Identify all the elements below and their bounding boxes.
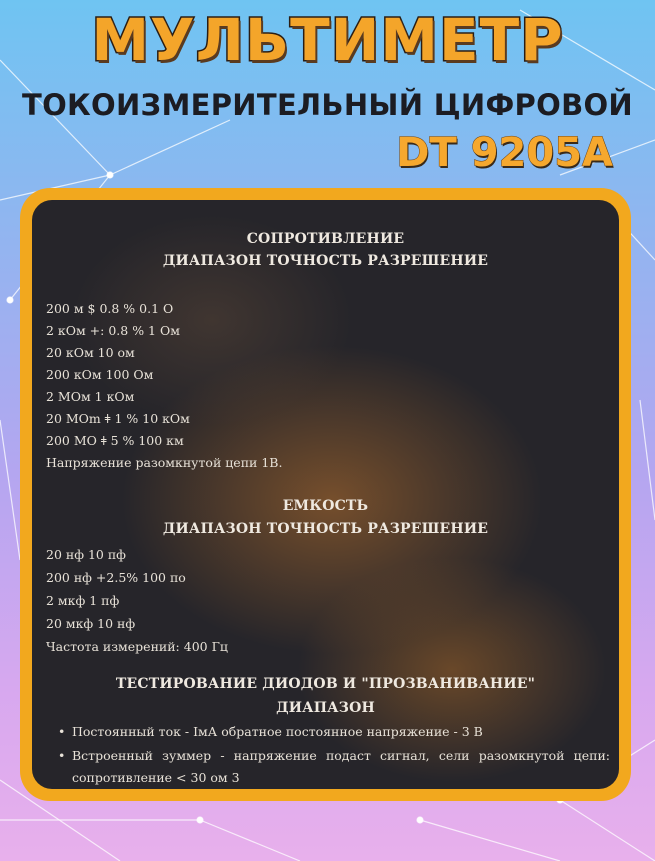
page-subtitle: ТОКОИЗМЕРИТЕЛЬНЫЙ ЦИФРОВОЙ [22, 88, 633, 122]
spec-panel [32, 200, 619, 789]
resistance-line: 200 МО ǂ 5 % 100 км [46, 433, 184, 448]
diodes-bullet: • Встроенный зуммер - напряжение подаст сигнал, сели разомкнутой цепи: сопротивление < 30 ом 3 [72, 745, 610, 789]
capacitance-line: 2 мкф 1 пф [46, 593, 120, 608]
spec-panel-frame [20, 188, 631, 801]
resistance-line: 2 кОм +: 0.8 % 1 Ом [46, 323, 180, 338]
diodes-bullet: • Постоянный ток - IмА обратное постоянное напряжение - 3 В [72, 721, 610, 743]
resistance-line: 20 кОм 10 ом [46, 345, 135, 360]
resistance-note: Напряжение разомкнутой цепи 1В. [46, 455, 283, 470]
diodes-subheading: ДИАПАЗОН [276, 700, 375, 716]
capacitance-line: 200 нф +2.5% 100 по [46, 570, 186, 585]
capacitance-line: 20 мкф 10 нф [46, 616, 136, 631]
resistance-line: 200 м $ 0.8 % 0.1 О [46, 301, 174, 316]
capacitance-line: 20 нф 10 пф [46, 547, 126, 562]
resistance-line: 200 кОм 100 Ом [46, 367, 154, 382]
resistance-heading: СОПРОТИВЛЕНИЕ [246, 231, 405, 247]
capacitance-note: Частота измерений: 400 Гц [46, 639, 228, 654]
page-title: МУЛЬТИМЕТР [91, 6, 564, 74]
model-number: DT 9205A [396, 130, 613, 176]
capacitance-heading: ЕМКОСТЬ [282, 498, 369, 514]
diodes-heading: ТЕСТИРОВАНИЕ ДИОДОВ И "ПРОЗВАНИВАНИЕ" [115, 676, 536, 692]
resistance-line: 20 МОm ǂ 1 % 10 кОм [46, 411, 190, 426]
resistance-subheading: ДИАПАЗОН ТОЧНОСТЬ РАЗРЕШЕНИЕ [162, 253, 489, 269]
capacitance-subheading: ДИАПАЗОН ТОЧНОСТЬ РАЗРЕШЕНИЕ [162, 521, 489, 537]
resistance-line: 2 МОм 1 кОм [46, 389, 135, 404]
